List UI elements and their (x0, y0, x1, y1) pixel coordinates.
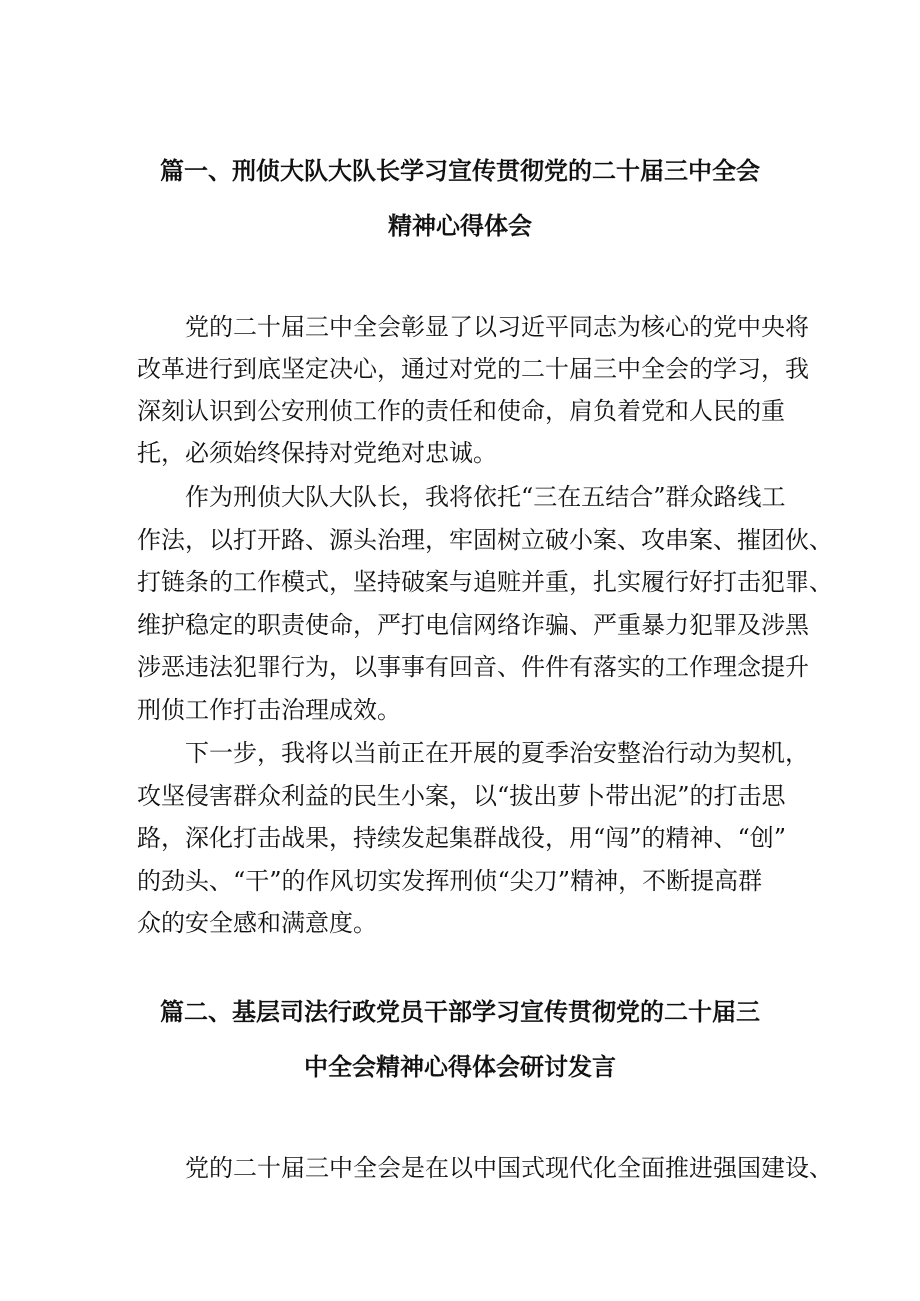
s1-p1-line4: 托，必须始终保持对党绝对忠诚。 (137, 439, 497, 467)
section2-title-line1: 篇二、基层司法行政党员干部学习宣传贯彻党的二十届三 (160, 998, 760, 1026)
s1-p2-line6: 刑侦工作打击治理成效。 (137, 696, 401, 724)
s1-p2-line4: 维护稳定的职责使命，严打电信网络诈骗、严重暴力犯罪及涉黑 (137, 611, 809, 639)
s1-p2-line3: 打链条的工作模式，坚持破案与追赃并重，扎实履行好打击犯罪、 (137, 568, 833, 596)
section1-title-line2: 精神心得体会 (388, 212, 532, 240)
s1-p2-line2: 作法，以打开路、源头治理，牢固树立破小案、攻串案、摧团伙、 (137, 526, 833, 554)
s1-p3-line2: 攻坚侵害群众利益的民生小案，以“拔出萝卜带出泥”的打击思 (137, 782, 786, 810)
s1-p3-line1: 下一步，我将以当前正在开展的夏季治安整治行动为契机， (185, 739, 809, 767)
s1-p2-line5: 涉恶违法犯罪行为，以事事有回音、件件有落实的工作理念提升 (137, 653, 809, 681)
s1-p1-line1: 党的二十届三中全会彰显了以习近平同志为核心的党中央将 (185, 313, 809, 341)
s1-p2-line1: 作为刑侦大队大队长，我将依托“三在五结合”群众路线工 (185, 483, 786, 511)
s1-p1-line2: 改革进行到底坚定决心，通过对党的二十届三中全会的学习，我 (137, 355, 809, 383)
s2-p1-line1: 党的二十届三中全会是在以中国式现代化全面推进强国建设、 (185, 1154, 833, 1182)
s1-p3-line5: 众的安全感和满意度。 (137, 909, 377, 937)
s1-p1-line3: 深刻认识到公安刑侦工作的责任和使命，肩负着党和人民的重 (137, 397, 785, 425)
s1-p3-line4: 的劲头、“干”的作风切实发挥刑侦“尖刀”精神，不断提高群 (137, 867, 763, 895)
section2-title-line2: 中全会精神心得体会研讨发言 (304, 1053, 616, 1081)
s1-p3-line3: 路，深化打击战果，持续发起集群战役，用“闯”的精神、“创” (137, 824, 787, 852)
section1-title-line1: 篇一、刑侦大队大队长学习宣传贯彻党的二十届三中全会 (160, 157, 760, 185)
